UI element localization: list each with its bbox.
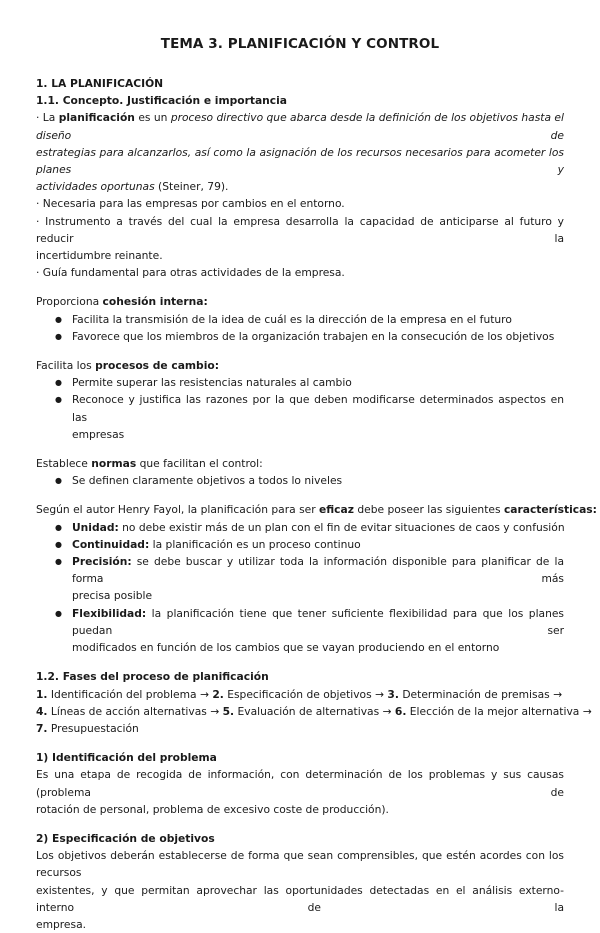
text: Según el autor Henry Fayol, la planificación para ser (36, 503, 319, 517)
step-number: 6. (394, 704, 407, 718)
step-text: Especificación de objetivos → (223, 687, 388, 701)
cohesion-intro (36, 293, 564, 310)
step-text: Identificación del problema → (47, 687, 213, 701)
text: que facilitan el control: (136, 457, 263, 471)
page-title: TEMA 3. PLANIFICACIÓN Y CONTROL (160, 36, 440, 52)
step-text: Líneas de acción alternativas → (47, 704, 223, 718)
subsection-heading: 1.2. Fases del proceso de planificación (36, 670, 269, 684)
list-item (36, 519, 564, 536)
list-item (36, 536, 564, 553)
point-line: · Necesaria para las empresas por cambios en el entorno. (36, 197, 345, 211)
list-item: ● Permite superar las resistencias naturales al cambio (36, 374, 564, 391)
list-item (36, 605, 564, 639)
phases-line-3 (36, 720, 564, 737)
list-item: ● Favorece que los miembros de la organización trabajen en la consecución de los objetivos (36, 328, 564, 345)
text: debe poseer las siguientes (353, 503, 504, 517)
section-heading: 1. LA PLANIFICACIÓN (36, 77, 164, 90)
step-number: 2. (212, 687, 224, 701)
step-number: 1. (36, 687, 48, 701)
bold-term: Continuidad: (72, 537, 150, 551)
bold-term: Unidad: (72, 520, 119, 534)
paragraph-line: existentes, y que permitan aprovechar las oportunidades detectadas en el análisis externo-interno de la (36, 883, 564, 914)
citation: (Steiner, 79). (154, 180, 229, 194)
text: se debe buscar y utilizar toda la información disponible para planificar de la forma más (72, 555, 564, 586)
paragraph-line: Es una etapa de recogida de información, con determinación de los problemas y sus causas (problema de (36, 768, 564, 799)
step-text: Presupuestación (47, 721, 139, 735)
text: Establece (36, 457, 92, 471)
step-number: 3. (387, 687, 399, 701)
bold-term: Precisión: (72, 555, 132, 569)
bold-term: eficaz (319, 503, 354, 517)
phase-heading: 2) Especificación de objetivos (36, 831, 215, 845)
list-item: ● Reconoce y justifica las razones por la que deben modificarse determinados aspectos en las (36, 391, 564, 425)
definition-line-1 (36, 109, 564, 143)
paragraph-line: empresa. (36, 917, 87, 931)
text: no debe existir más de un plan con el fin de evitar situaciones de caos y confusión (118, 520, 565, 534)
step-text: Evaluación de alternativas → (234, 704, 395, 718)
step-number: 4. (36, 704, 48, 718)
list-item-continuation: precisa posible (72, 589, 153, 603)
list-item: ● Se definen claramente objetivos a todos lo niveles (36, 472, 564, 489)
paragraph-line: Los objetivos deberán establecerse de forma que sean comprensibles, que estén acordes con los recursos (36, 849, 564, 880)
point-line: · Instrumento a través del cual la empresa desarrolla la capacidad de anticiparse al futuro y reducir la (36, 214, 564, 245)
text: la planificación tiene que tener suficiente flexibilidad para que los planes puedan ser (72, 606, 564, 637)
definition-line-3 (36, 178, 564, 195)
fayol-intro (36, 501, 597, 518)
paragraph-line: rotación de personal, problema de excesivo coste de producción). (36, 802, 389, 816)
bold-term: características: (503, 503, 597, 517)
list-item (36, 553, 564, 587)
list-item-continuation: empresas (72, 427, 125, 441)
step-number: 5. (222, 704, 235, 718)
normas-intro (36, 455, 564, 472)
phases-line-2 (36, 703, 592, 720)
text: Proporciona (36, 295, 103, 309)
text: la planificación es un proceso continuo (149, 537, 361, 551)
bold-term: procesos de cambio: (95, 359, 219, 373)
phases-line-1 (36, 686, 564, 703)
bold-term: cohesión interna: (102, 295, 208, 309)
subsection-heading: 1.1. Concepto. Justificación e importancia (36, 94, 288, 108)
cambio-intro (36, 357, 564, 374)
step-text: Determinación de premisas → (398, 687, 563, 701)
step-number: 7. (36, 721, 48, 735)
document-body (36, 75, 597, 933)
italic-text: estrategias para alcanzarlos, así como la asignación de los recursos necesarios para acometer los planes y (36, 145, 564, 177)
point-line: incertidumbre reinante. (36, 249, 163, 263)
text: Facilita los (36, 359, 96, 373)
bold-term: normas (91, 457, 137, 471)
italic-text: proceso directivo que abarca desde la definición de los objetivos hasta el diseño de (36, 111, 564, 142)
italic-text: actividades oportunas (36, 180, 155, 194)
point-line: · Guía fundamental para otras actividades de la empresa. (36, 266, 345, 280)
step-text: Elección de la mejor alternativa → (406, 704, 592, 718)
list-item: ● Facilita la transmisión de la idea de cuál es la dirección de la empresa en el futuro (36, 311, 564, 328)
bold-term: Flexibilidad: (72, 606, 147, 620)
list-item-continuation: modificados en función de los cambios que se vayan produciendo en el entorno (72, 641, 500, 655)
definition-line-2 (36, 144, 564, 178)
bold-term: planificación (58, 111, 135, 125)
phase-heading: 1) Identificación del problema (36, 751, 217, 765)
text: · La (36, 111, 59, 125)
text: es un (134, 111, 171, 125)
